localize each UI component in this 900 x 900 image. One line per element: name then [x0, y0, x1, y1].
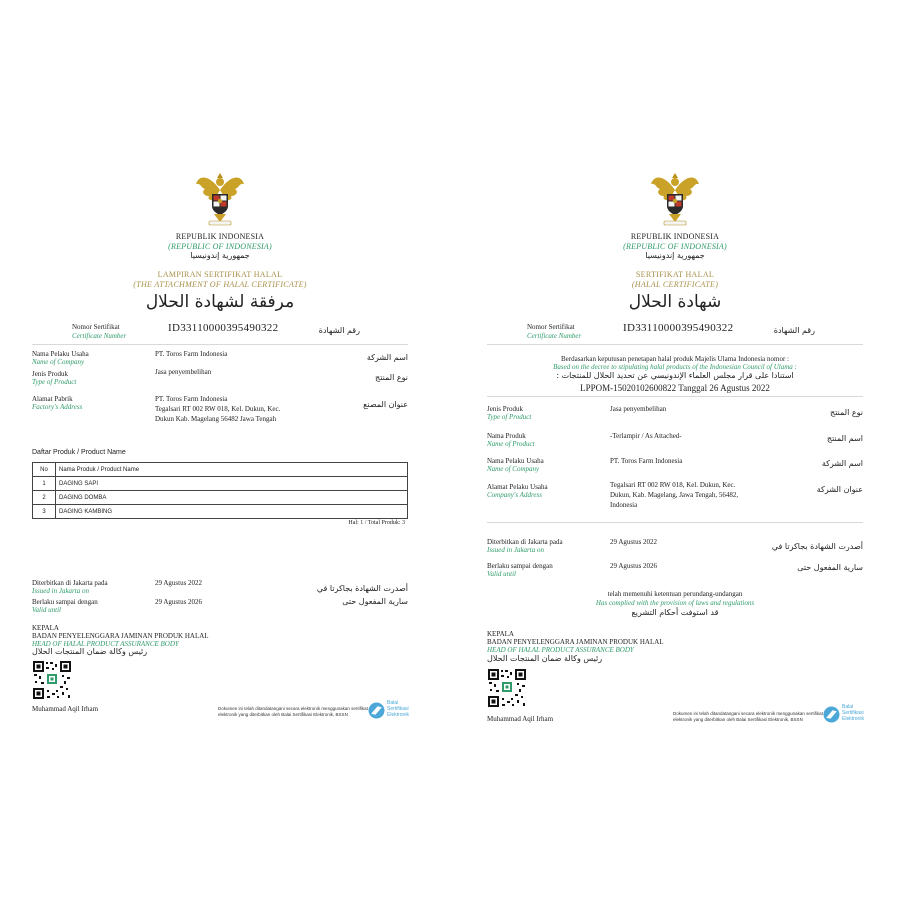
decree-text: Berdasarkan keputusan penetapan halal produk Majelis Ulama Indonesia nomor : [560, 355, 789, 363]
e-sign-note-line-2: elektronik yang diterbitkan oleh Balai Sertifikasi Elektronik, BSSN [218, 712, 348, 717]
decree-number: LPPOM-15020102600822 Tanggal 26 Agustus 2022 [580, 383, 770, 393]
agency-name: BADAN PENYELENGGARA JAMINAN PRODUK HALAL [487, 638, 664, 646]
agency-name-en: HEAD OF HALAL PRODUCT ASSURANCE BODY [32, 640, 179, 648]
table-row [33, 477, 408, 491]
divider [487, 522, 863, 523]
company-label-en: Name of Company [32, 358, 85, 366]
company-label-en: Name of Company [487, 465, 540, 473]
signatory-name: Muhammad Aqil Irham [487, 715, 554, 723]
factory-label: Alamat Pabrik [32, 395, 73, 403]
bse-text-3: Elektronik [387, 712, 409, 718]
table-row [33, 491, 408, 505]
valid-label-ar: سارية المفعول حتى [797, 563, 863, 572]
product-type-label-ar: نوع المنتج [375, 373, 408, 382]
cert-number-label-ar: رقم الشهادة [318, 326, 360, 335]
complied-text: telah memenuhi ketentuan perundang-undangan [607, 590, 743, 598]
e-sign-note [673, 711, 823, 723]
bse-logo-icon [368, 702, 385, 719]
address-label: Alamat Pelaku Usaha [487, 483, 548, 491]
product-type-label-en: Type of Product [32, 378, 77, 386]
valid-date: 29 Agustus 2026 [610, 562, 658, 570]
complied-text-en: Has complied with the provision of laws and regulations [595, 599, 755, 607]
issued-label-ar: أصدرت الشهادة بجاكرتا في [316, 584, 408, 593]
halal-certificate-page [475, 160, 875, 735]
issued-label: Diterbitkan di Jakarta pada [487, 538, 563, 546]
bse-text-2: Sertifikasi [842, 710, 864, 716]
table-header-row [33, 463, 408, 477]
document-title-ar: مرفقة لشهادة الحلال [145, 292, 295, 312]
cert-number-label-en: Certificate Number [72, 332, 127, 340]
address-value-line-2: Dukun, Kab. Magelang, Jawa Tengah, 56482, [610, 491, 739, 499]
valid-label: Berlaku sampai dengan [32, 598, 98, 606]
country-name: REPUBLIK INDONESIA [175, 232, 265, 241]
divider [487, 396, 863, 397]
row-number: 3 [33, 505, 56, 519]
head-title: KEPALA [487, 630, 514, 638]
issued-date: 29 Agustus 2022 [155, 579, 203, 587]
document-title-en: (THE ATTACHMENT OF HALAL CERTIFICATE) [133, 280, 307, 289]
product-type-label-en: Type of Product [487, 413, 532, 421]
divider [32, 344, 408, 345]
document-title-ar: شهادة الحلال [628, 292, 722, 312]
country-name-en: (REPUBLIC OF INDONESIA) [168, 242, 272, 251]
product-type-label-ar: نوع المنتج [830, 408, 863, 417]
product-name-value: -Terlampir / As Attached- [610, 432, 682, 440]
bse-text-3: Elektronik [842, 716, 864, 722]
product-type-value: Jasa penyembelihan [610, 405, 667, 413]
agency-name-en: HEAD OF HALAL PRODUCT ASSURANCE BODY [487, 646, 634, 654]
garuda-emblem-icon [650, 170, 700, 228]
valid-label-en: Valid until [32, 606, 61, 614]
address-value-line-3: Indonesia [610, 501, 638, 509]
row-number: 1 [33, 477, 56, 491]
product-type-label: Jenis Produk [487, 405, 523, 413]
bse-logo-text [387, 700, 409, 718]
address-label-en: Company's Address [487, 491, 542, 499]
product-table [32, 462, 408, 519]
issued-label-ar: أصدرت الشهادة بجاكرتا في [771, 542, 863, 551]
e-sign-note-line-2: elektronik yang diterbitkan oleh Balai Sertifikasi Elektronik, BSSN [673, 717, 803, 722]
complied-text-ar: قد استوفت أحكام التشريع [631, 608, 719, 617]
country-name-ar: جمهورية إندونيسيا [190, 251, 250, 260]
issued-label-en: Issued in Jakarta on [487, 546, 544, 554]
garuda-emblem-icon [195, 170, 245, 228]
cert-number-label: Nomor Sertifikat [72, 323, 120, 331]
agency-name: BADAN PENYELENGGARA JAMINAN PRODUK HALAL [32, 632, 209, 640]
country-name-ar: جمهورية إندونيسيا [645, 251, 705, 260]
bse-text-1: Balai [387, 700, 399, 706]
signatory-name: Muhammad Aqil Irham [32, 705, 99, 713]
divider [487, 344, 863, 345]
document-title-en: (HALAL CERTIFICATE) [631, 280, 719, 289]
valid-date: 29 Agustus 2026 [155, 598, 203, 606]
decree-text-en: Based on the decree to stipulating halal products of the Indonesian Council of Ulama : [553, 363, 797, 371]
product-type-value: Jasa penyembelihan [155, 368, 212, 376]
agency-name-ar: رئيس وكالة ضمان المنتجات الحلال [32, 647, 148, 656]
bse-text-1: Balai [842, 704, 854, 710]
bse-logo-icon [823, 706, 840, 723]
bse-text-2: Sertifikasi [387, 706, 409, 712]
product-name-label: Nama Produk [487, 432, 526, 440]
products-heading: Daftar Produk / Product Name [32, 449, 126, 456]
valid-label-ar: سارية المفعول حتى [342, 597, 408, 606]
factory-value-line-1: PT. Toros Farm Indonesia [155, 395, 228, 403]
cert-number-label-ar: رقم الشهادة [773, 326, 815, 335]
agency-name-ar: رئيس وكالة ضمان المنتجات الحلال [487, 654, 603, 663]
valid-label: Berlaku sampai dengan [487, 562, 553, 570]
cert-number: ID33110000395490322 [623, 322, 734, 334]
product-type-label: Jenis Produk [32, 370, 68, 378]
company-value: PT. Toros Farm Indonesia [155, 350, 228, 358]
attachment-certificate-page [20, 160, 420, 735]
issued-date: 29 Agustus 2022 [610, 538, 658, 546]
row-product-name: DAGING SAPI [56, 477, 408, 491]
issued-label: Diterbitkan di Jakarta pada [32, 579, 108, 587]
company-label: Nama Pelaku Usaha [487, 457, 544, 465]
valid-label-en: Valid until [487, 570, 516, 578]
cert-number: ID33110000395490322 [168, 322, 279, 334]
table-header-no: No [33, 463, 56, 477]
head-title: KEPALA [32, 624, 59, 632]
issued-label-en: Issued in Jakarta on [32, 587, 89, 595]
cert-number-label-en: Certificate Number [527, 332, 582, 340]
product-name-label-ar: اسم المنتج [826, 434, 863, 443]
factory-value-line-2: Tegalsari RT 002 RW 018, Kel. Dukun, Kec. [155, 405, 281, 413]
table-header-name: Nama Produk / Product Name [56, 463, 408, 477]
qr-code-icon [487, 668, 527, 708]
factory-value-line-3: Dukun Kab. Magelang 56482 Jawa Tengah [155, 415, 277, 423]
company-label-ar: اسم الشركة [366, 353, 408, 362]
document-title: SERTIFIKAT HALAL [635, 270, 715, 279]
row-product-name: DAGING KAMBING [56, 505, 408, 519]
page-info: Hal: 1 / Total Produk: 3 [348, 520, 405, 526]
decree-text-ar: استنادا على قرار مجلس العلماء الإندونيسي عن تحديد الحلال للمنتجات : [556, 371, 794, 380]
e-sign-note [218, 706, 368, 718]
product-name-label-en: Name of Product [487, 440, 535, 448]
row-product-name: DAGING DOMBA [56, 491, 408, 505]
country-name-en: (REPUBLIC OF INDONESIA) [623, 242, 727, 251]
row-number: 2 [33, 491, 56, 505]
address-label-ar: عنوان الشركة [816, 485, 863, 494]
table-row [33, 505, 408, 519]
factory-label-en: Factory's Address [32, 403, 83, 411]
company-label-ar: اسم الشركة [821, 459, 863, 468]
e-sign-note-line-1: Dokumen ini telah ditandatangani secara elektronik menggunakan sertifikat [218, 706, 368, 711]
qr-code-icon [32, 660, 72, 700]
factory-label-ar: عنوان المصنع [363, 400, 408, 409]
document-title: LAMPIRAN SERTIFIKAT HALAL [157, 270, 283, 279]
cert-number-label: Nomor Sertifikat [527, 323, 575, 331]
address-value-line-1: Tegalsari RT 002 RW 018, Kel. Dukun, Kec. [610, 481, 736, 489]
company-value: PT. Toros Farm Indonesia [610, 457, 683, 465]
country-name: REPUBLIK INDONESIA [630, 232, 720, 241]
company-label: Nama Pelaku Usaha [32, 350, 89, 358]
bse-logo-text [842, 704, 864, 722]
e-sign-note-line-1: Dokumen ini telah ditandatangani secara elektronik menggunakan sertifikat [673, 711, 823, 716]
